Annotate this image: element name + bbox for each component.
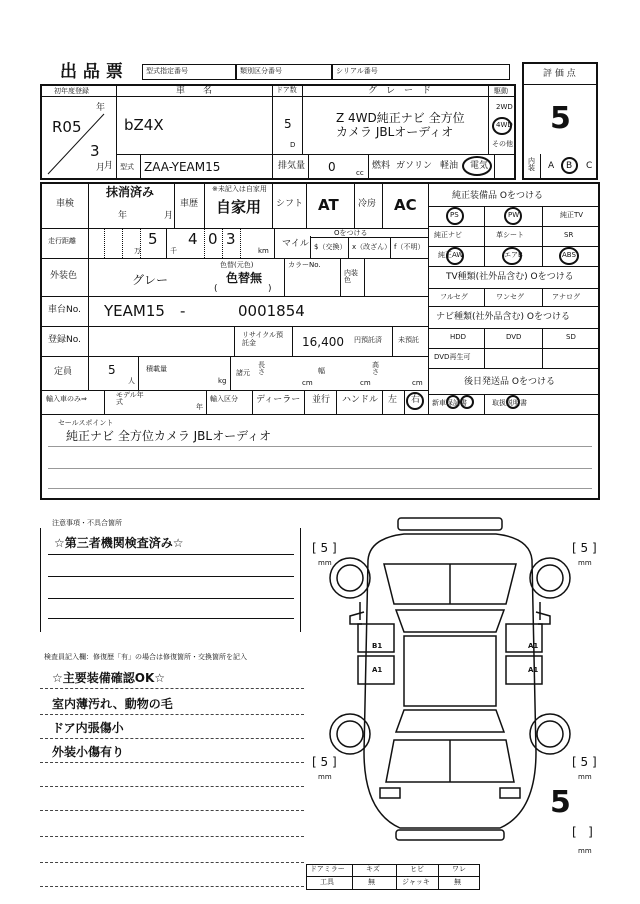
tread-unit-spare: mm xyxy=(578,847,592,855)
tv-full: フルセグ xyxy=(440,293,468,301)
shaken-value: 抹消済み xyxy=(106,185,155,199)
dims-label: 諸元 xyxy=(236,369,250,377)
tread-unit-rl: mm xyxy=(318,773,332,781)
model-year-unit: 年 xyxy=(196,403,203,411)
paren-open: ( xyxy=(214,284,218,294)
ac-label: 冷房 xyxy=(358,199,377,209)
interior-label: 内装 xyxy=(528,157,535,172)
km-unit: km xyxy=(258,247,269,255)
navi-title: ナビ種類(社外品含む) Oをつける xyxy=(436,312,570,322)
inspector-label: 検査員記入欄：修復歴「有」の場合は修復箇所・交換箇所を記入 xyxy=(44,653,247,661)
car-name: bZ4X xyxy=(124,116,164,134)
equip-pw-circle xyxy=(504,207,522,225)
displacement-label: 排気量 xyxy=(278,161,306,171)
mark-unknown: f（不明） xyxy=(394,243,425,251)
fuel-electric: 電気 xyxy=(470,161,489,171)
registration-label: 登録No. xyxy=(48,335,81,345)
equip-airbag: エアB xyxy=(504,251,523,259)
kg-unit: kg xyxy=(218,377,227,385)
later-manual-circle xyxy=(506,395,520,409)
equip-airbag-circle xyxy=(502,247,522,265)
grade-label: グ レ ー ド xyxy=(368,86,432,96)
model-cert-label: 型式指定番号 xyxy=(146,67,188,75)
equip-pw: PW xyxy=(508,211,520,219)
import-label: 輸入車のみ⇒ xyxy=(46,395,87,403)
door-suffix: D xyxy=(290,141,296,149)
sales-text: 純正ナビ 全方位カメラ JBLオーディオ xyxy=(66,429,272,443)
interior-b: B xyxy=(566,161,573,171)
handle-left: 左 xyxy=(388,395,398,405)
inspector-line-3: ドア内張傷小 xyxy=(52,721,124,735)
chassis-label: 車台No. xyxy=(48,305,81,315)
notes-label: 注意事項・不具合箇所 xyxy=(52,519,122,527)
door-value: 5 xyxy=(284,117,292,131)
tread-rear-left: [ 5 ] xyxy=(312,755,337,769)
cc-unit: cc xyxy=(356,169,364,177)
tread-front-right: [ 5 ] xyxy=(572,541,597,555)
inspector-line-4: 外装小傷有り xyxy=(52,745,125,759)
door-label: ドア数 xyxy=(276,86,297,94)
month-unit-2: 月 xyxy=(96,163,106,173)
model-type-label: 型式 xyxy=(120,163,134,171)
cm-unit-2: cm xyxy=(360,379,371,387)
drive-other: その他 xyxy=(492,140,513,148)
first-reg-label: 初年度登録 xyxy=(54,87,89,95)
navi-hdd: HDD xyxy=(450,333,467,341)
mark-a1-left: A1 xyxy=(372,666,383,674)
displacement-value: 0 xyxy=(328,160,336,174)
footer-h2: キズ xyxy=(366,865,380,873)
history-note: ※未記入は自家用 xyxy=(212,185,267,193)
mileage-digit-3: 0 xyxy=(208,230,218,248)
shift-label: シフト xyxy=(276,199,304,209)
dvd-label: DVD再生可 xyxy=(434,353,471,361)
footer-r1: 工具 xyxy=(320,878,334,886)
tv-one: ワンセグ xyxy=(496,293,524,301)
equip-tv: 純正TV xyxy=(560,211,584,219)
interior-c: C xyxy=(586,161,593,171)
serial-label: シリアル番号 xyxy=(336,67,378,75)
mileage-digit-4: 3 xyxy=(226,230,236,248)
mark-tampered: x（改ざん） xyxy=(352,243,392,251)
man-unit: 万 xyxy=(134,247,141,255)
cm-unit-3: cm xyxy=(412,379,423,387)
genuine-title: 純正装備品 Oをつける xyxy=(452,191,543,201)
recycle-paid: 円預託済 xyxy=(354,336,382,344)
fuel-diesel: 軽油 xyxy=(440,161,459,171)
car-name-label: 車 名 xyxy=(176,86,213,96)
import-parallel: 並行 xyxy=(312,395,331,405)
inspector-line-2: 室内薄汚れ、動物の毛 xyxy=(52,697,173,711)
mileage-label: 走行距離 xyxy=(48,237,76,245)
navi-sd: SD xyxy=(566,333,576,341)
footer-r2: 無 xyxy=(368,878,375,886)
year-unit: 年 xyxy=(96,103,106,113)
tread-unit-fr: mm xyxy=(578,559,592,567)
repaint-label: 色替(元色) xyxy=(220,261,254,269)
equip-ps-circle xyxy=(446,207,464,225)
capacity-unit: 人 xyxy=(128,377,135,385)
grade-line1: Z 4WD純正ナビ 全方位 xyxy=(336,111,465,125)
repaint-value: 色替無 xyxy=(226,271,263,285)
inspector-line-1: ☆主要装備確認OK☆ xyxy=(52,671,166,685)
drive-4wd-circle xyxy=(492,117,512,135)
recycle-value: 16,400 xyxy=(302,335,344,349)
import-type-label: 輸入区分 xyxy=(210,395,238,403)
capacity-label: 定員 xyxy=(54,367,73,377)
first-reg-month: 3 xyxy=(90,142,100,160)
width-label: 幅 xyxy=(318,367,325,375)
cm-unit-1: cm xyxy=(302,379,313,387)
mileage-digit-2: 4 xyxy=(188,230,198,248)
car-diagram xyxy=(300,512,600,882)
tv-title: TV種類(社外品含む) Oをつける xyxy=(446,272,574,282)
tread-spare: [ ] xyxy=(572,825,593,839)
drive-2wd: 2WD xyxy=(496,103,513,111)
notes-line-1: ☆第三者機関検査済み☆ xyxy=(54,536,184,550)
recycle-unpaid: 未預託 xyxy=(398,336,419,344)
footer-h3: ヒビ xyxy=(410,865,424,873)
chassis-prefix: YEAM15 xyxy=(104,302,165,320)
chassis-number: 0001854 xyxy=(238,302,305,320)
shaken-year-unit: 年 xyxy=(118,211,128,221)
load-label: 積載量 xyxy=(146,365,167,373)
later-title: 後日発送品 Oをつける xyxy=(464,377,555,387)
equip-abs: ABS xyxy=(562,251,576,259)
category-label: 類別区分番号 xyxy=(240,67,282,75)
import-dealer: ディーラー xyxy=(256,395,301,405)
footer-r4: 無 xyxy=(454,878,461,886)
color-label: 外装色 xyxy=(50,271,78,281)
footer-r3: ジャッキ xyxy=(402,878,430,886)
equip-aw: 純正AW xyxy=(438,251,464,259)
handle-right-circle xyxy=(406,392,424,410)
tread-unit-rr: mm xyxy=(578,773,592,781)
length-label: 長さ xyxy=(258,361,265,376)
mark-a1-right-2: A1 xyxy=(528,666,539,674)
recycle-label: リサイクル預託金 xyxy=(242,331,284,348)
capacity-value: 5 xyxy=(108,363,116,377)
month-unit: 月 xyxy=(104,161,114,171)
footer-h4: ワレ xyxy=(452,865,466,873)
rating-label: 評 価 点 xyxy=(543,69,576,79)
tv-analog: アナログ xyxy=(552,293,580,301)
height-label: 高さ xyxy=(372,361,379,376)
equip-sr: SR xyxy=(564,231,574,239)
mark-b1: B1 xyxy=(372,642,383,650)
fuel-label: 燃料 xyxy=(372,161,391,171)
tread-unit-fl: mm xyxy=(318,559,332,567)
history-value: 自家用 xyxy=(216,198,262,216)
ac-value: AC xyxy=(394,196,417,214)
model-type: ZAA-YEAM15 xyxy=(144,160,221,174)
mile-label: マイル xyxy=(282,239,309,249)
color-no-label: カラーNo. xyxy=(288,261,321,269)
later-warranty: 新車保証書 xyxy=(432,399,467,407)
interior-a: A xyxy=(548,161,555,171)
interior-b-circle xyxy=(561,157,578,174)
mark-exchange: $（交換） xyxy=(314,243,347,251)
mileage-digit-1: 5 xyxy=(148,230,158,248)
shift-value: AT xyxy=(318,196,339,214)
equip-leather: 革シート xyxy=(496,231,524,239)
diagram-big-rating: 5 xyxy=(550,785,571,820)
handle-label: ハンドル xyxy=(342,395,379,405)
mark-a1-right-1: A1 xyxy=(528,642,539,650)
sen-unit: 千 xyxy=(170,247,177,255)
later-warranty-circle-1 xyxy=(446,395,460,409)
document-title: 出 品 票 xyxy=(60,62,123,82)
equip-aw-circle xyxy=(446,247,464,265)
navi-dvd: DVD xyxy=(506,333,522,341)
history-label: 車歴 xyxy=(180,199,199,209)
chassis-dash: - xyxy=(180,302,186,320)
fuel-electric-circle xyxy=(462,156,492,176)
drive-label: 駆動 xyxy=(494,87,508,95)
grade-line2: カメラ JBLオーディオ xyxy=(336,125,454,139)
rating-value: 5 xyxy=(550,101,571,136)
paren-close: ) xyxy=(268,284,272,294)
first-reg-year: R05 xyxy=(52,118,82,136)
equip-navi: 純正ナビ xyxy=(434,231,462,239)
equip-abs-circle xyxy=(559,247,579,265)
fuel-gasoline: ガソリン xyxy=(396,161,433,171)
tread-rear-right: [ 5 ] xyxy=(572,755,597,769)
mileage-mark-note: Oをつける xyxy=(334,229,368,237)
footer-h1: ドアミラー xyxy=(310,865,345,873)
model-year-label: モデル年式 xyxy=(116,391,144,406)
drive-4wd: 4WD xyxy=(496,121,513,129)
tread-front-left: [ 5 ] xyxy=(312,541,337,555)
shaken-month-unit: 月 xyxy=(164,211,174,221)
color-value: グレー xyxy=(132,273,169,287)
later-manual: 取扱説明書 xyxy=(492,399,527,407)
equip-ps: PS xyxy=(450,211,459,219)
handle-right: 右 xyxy=(411,395,421,405)
sales-label: セールスポイント xyxy=(58,419,114,427)
interior-color-label: 内装色 xyxy=(344,269,358,284)
shaken-label: 車検 xyxy=(56,199,75,209)
later-warranty-circle-2 xyxy=(460,395,474,409)
